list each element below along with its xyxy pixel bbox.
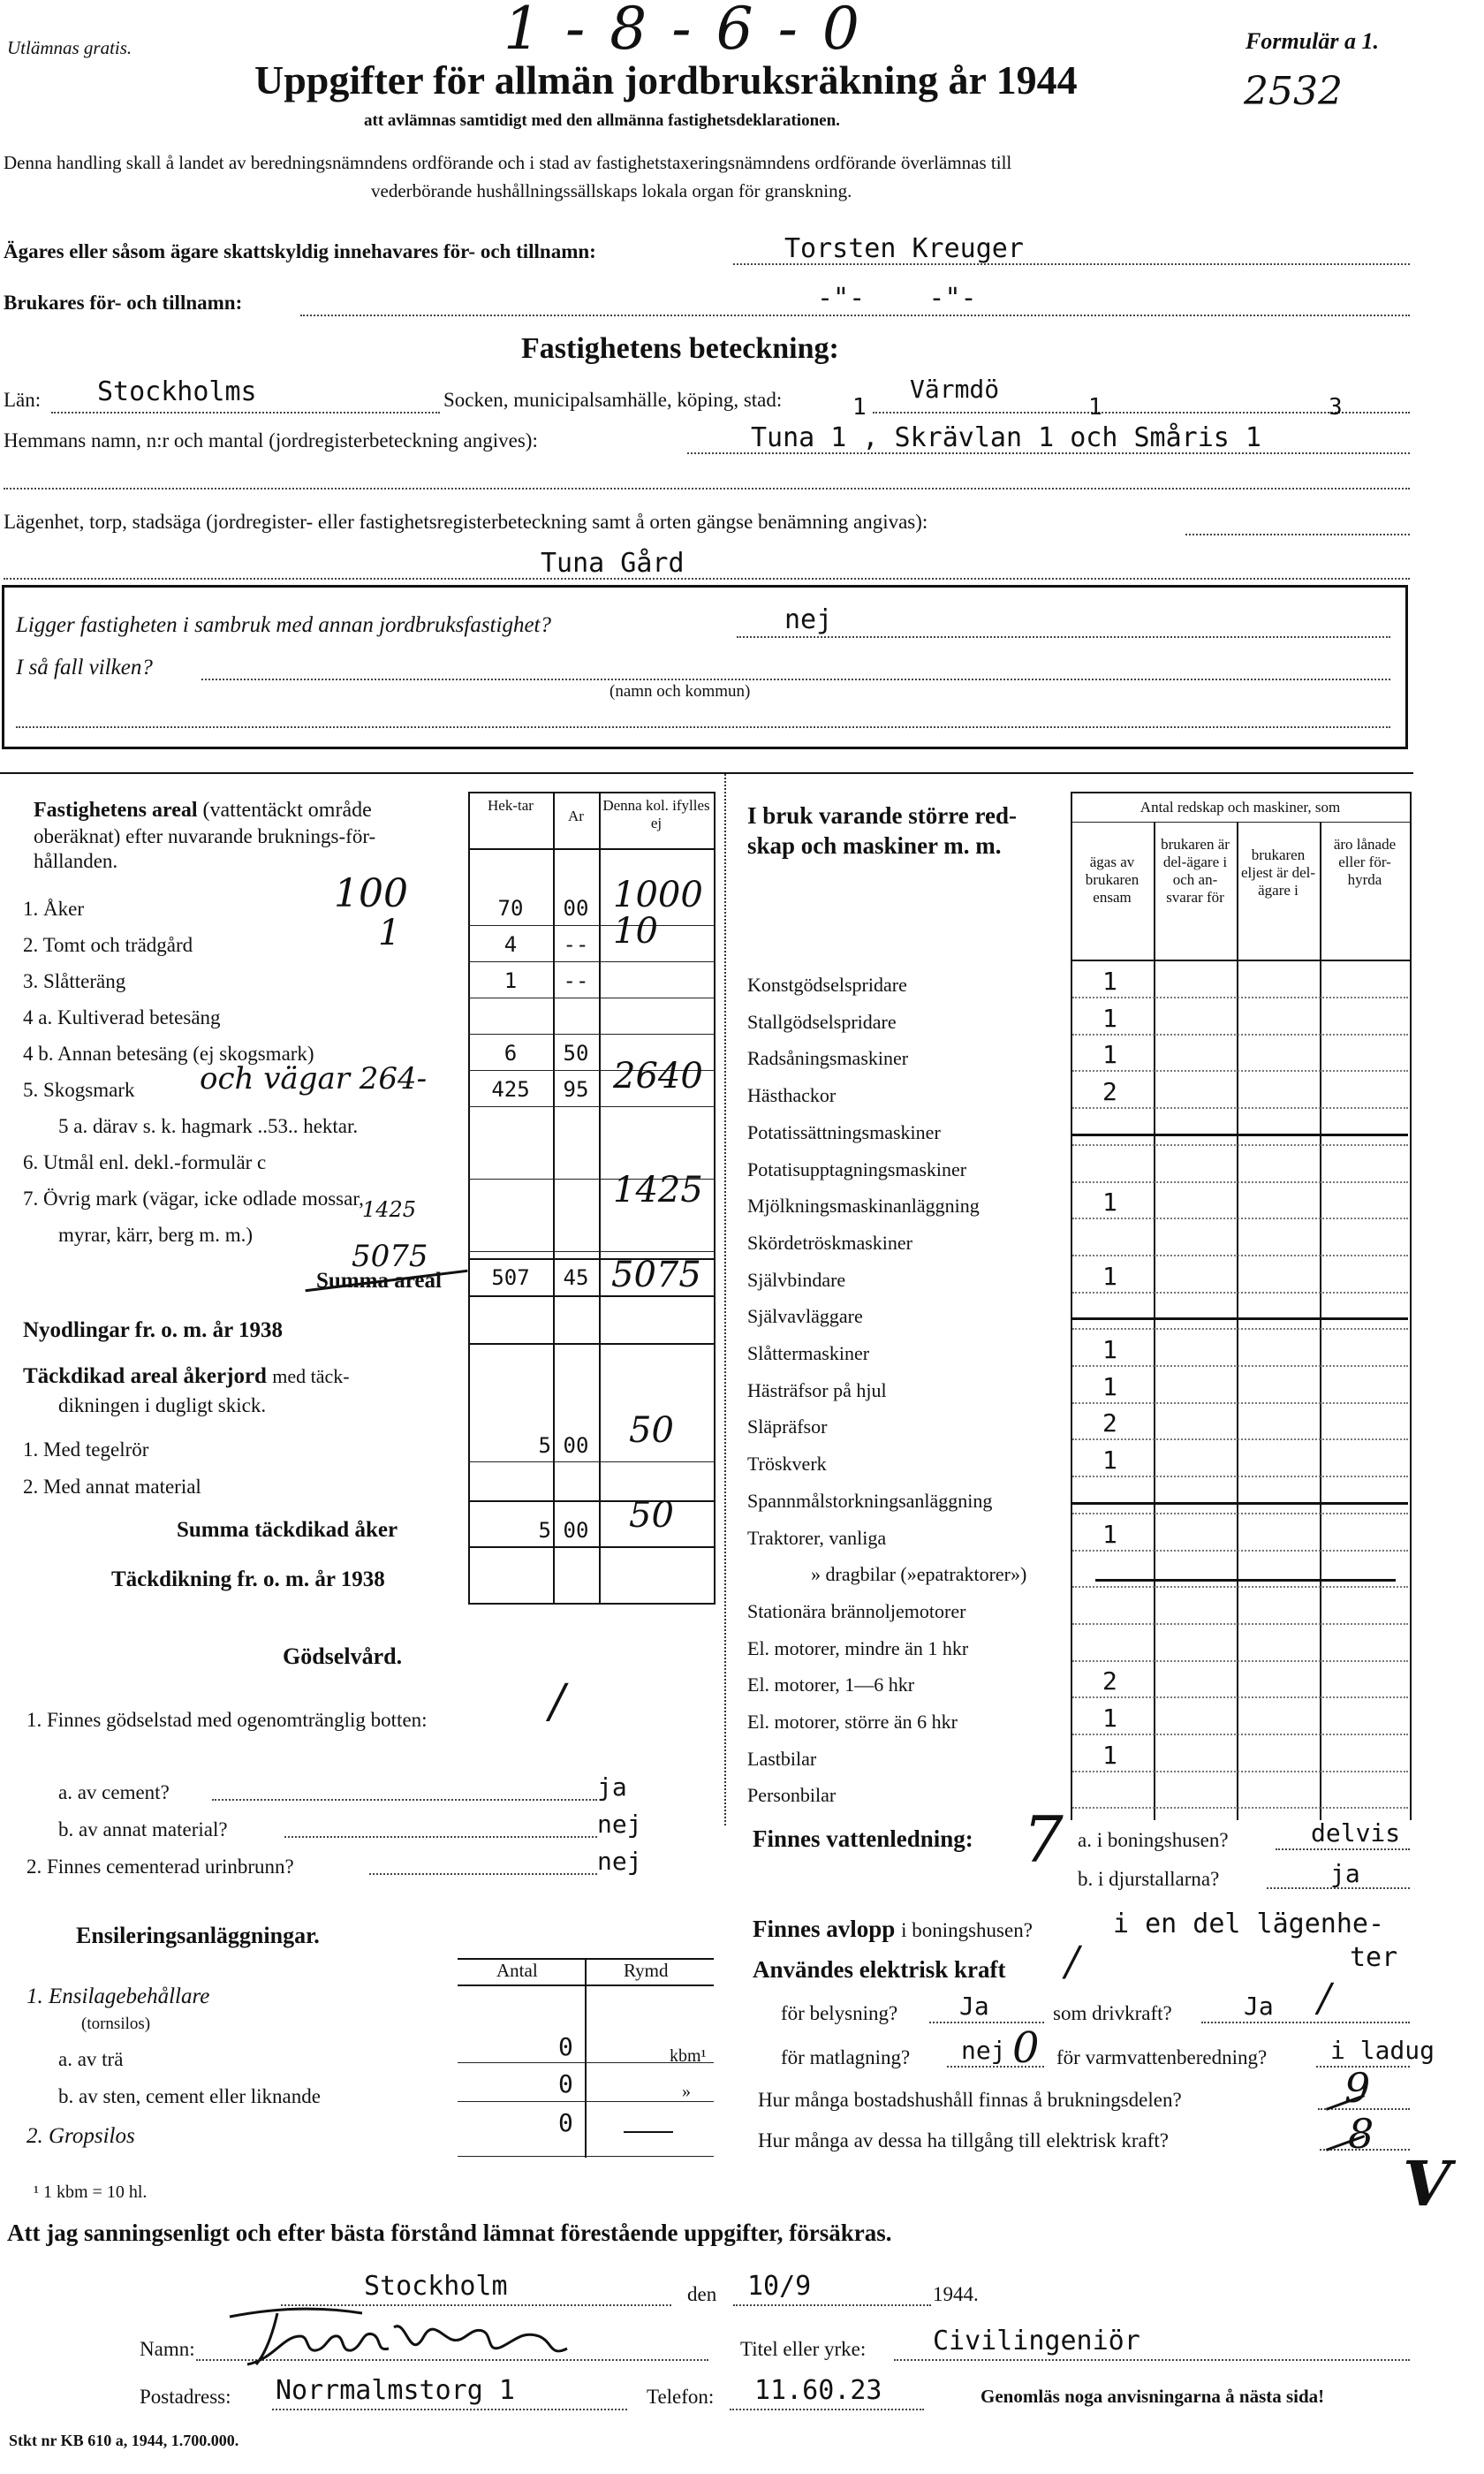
- sambruk-hint: (namn och kommun): [610, 682, 751, 701]
- namn-label: Namn:: [140, 2338, 195, 2360]
- area-row-hektar[interactable]: 70: [497, 896, 524, 921]
- area-row-ar[interactable]: 95: [563, 1077, 589, 1102]
- varmvatten-label: för varmvattenberedning?: [1056, 2046, 1268, 2068]
- lagenhet-label: Lägenhet, torp, stadsäga (jordregister- eller fastighetsregisterbeteckning samt å orten gängse benämning angivas):: [4, 511, 928, 533]
- machine-count[interactable]: 1: [1102, 1004, 1117, 1033]
- machine-count[interactable]: 1: [1102, 1188, 1117, 1217]
- machine-row-line: [1072, 1107, 1408, 1109]
- summa-kol[interactable]: 5075: [611, 1255, 701, 1295]
- machines-top-line: [1071, 792, 1412, 793]
- area-row-line: [468, 1034, 714, 1035]
- area-col-line-4: [714, 792, 716, 1605]
- area-col-line-3: [599, 792, 601, 1605]
- machine-label: El. motorer, 1—6 hkr: [747, 1673, 915, 1696]
- area-row-label: 4 b. Annan betesäng (ej skogsmark): [23, 1043, 314, 1065]
- strike-dragbilar: [1095, 1579, 1396, 1582]
- lagenhet-line: [1185, 534, 1410, 535]
- user-line: [300, 315, 1410, 316]
- machine-label: El. motorer, större än 6 hkr: [747, 1711, 958, 1733]
- machine-count[interactable]: 1: [1102, 1520, 1117, 1549]
- machine-row-line: [1072, 1550, 1408, 1552]
- machine-label: Konstgödselspridare: [747, 974, 907, 996]
- machines-col-3: [1320, 822, 1321, 1820]
- strike-spannmal: [1072, 1502, 1408, 1505]
- water-b-answer[interactable]: ja: [1330, 1859, 1360, 1888]
- tack-sum-ar[interactable]: 00: [563, 1518, 589, 1543]
- titel-value[interactable]: Civilingeniör: [933, 2326, 1140, 2356]
- area-row-kol[interactable]: 1425: [613, 1170, 703, 1210]
- year-label: 1944.: [933, 2283, 979, 2305]
- lan-line: [51, 412, 440, 414]
- machines-col-head-2: brukaren är del-ägare i och an-svarar för: [1161, 836, 1230, 906]
- machine-count[interactable]: 2: [1102, 1077, 1117, 1106]
- manure-q1b: b. av annat material?: [58, 1818, 228, 1840]
- silage-r1a: a. av trä: [58, 2048, 124, 2070]
- section-divider: [0, 772, 1413, 774]
- silage-unit: kbm¹: [670, 2046, 707, 2066]
- handwritten-code: 1-8-6-0: [504, 0, 884, 63]
- manure-q1a-line: [212, 1799, 597, 1801]
- col-hektar: Hek-tar: [488, 797, 534, 814]
- tack-heading-2: dikningen i dugligt skick.: [58, 1394, 267, 1416]
- tack-fr-line: [468, 1603, 714, 1605]
- tack-1-line: [468, 1461, 714, 1462]
- drivkraft-answer[interactable]: Ja: [1244, 1992, 1274, 2021]
- silage-r2: 2. Gropsilos: [26, 2124, 135, 2148]
- fraction-2: 1: [1088, 394, 1102, 421]
- machine-row-line: [1072, 1365, 1408, 1367]
- avlopp-answer-2[interactable]: ter: [1350, 1942, 1398, 1973]
- machine-row-line: [1072, 1623, 1408, 1625]
- col-ar: Ar: [568, 808, 584, 824]
- machine-label: Skördetröskmaskiner: [747, 1232, 912, 1254]
- lagenhet-value[interactable]: Tuna Gård: [541, 548, 685, 579]
- machine-label: Lastbilar: [747, 1748, 817, 1770]
- machines-heading-2: skap och maskiner m. m.: [747, 832, 1002, 859]
- tack-1-ar[interactable]: 00: [563, 1433, 589, 1458]
- tack-sum-hektar[interactable]: 5: [538, 1518, 551, 1543]
- machine-label: Mjölkningsmaskinanläggning: [747, 1195, 980, 1217]
- silage-r1: 1. Ensilagebehållare: [26, 1985, 210, 2008]
- silage-col-line: [585, 1958, 587, 2158]
- handwritten-number: 2532: [1244, 69, 1343, 114]
- water-a-line: [1276, 1848, 1410, 1850]
- machine-label: Självavläggare: [747, 1305, 863, 1327]
- area-row-label: myrar, kärr, berg m. m.): [58, 1224, 253, 1246]
- socken-value[interactable]: Värmdö: [910, 375, 1000, 404]
- area-row-kol[interactable]: 1000: [613, 875, 703, 915]
- area-row-label: 4 a. Kultiverad betesäng: [23, 1006, 221, 1028]
- machine-label: Spannmålstorkningsanläggning: [747, 1490, 993, 1512]
- titel-line: [894, 2359, 1410, 2361]
- silage-r2-dash: [624, 2131, 673, 2133]
- postadress-label: Postadress:: [140, 2386, 231, 2408]
- avlopp-label: Finnes avlopp i boningshusen?: [753, 1916, 1033, 1942]
- area-row-label: 5 a. därav s. k. hagmark ..53.. hektar.: [58, 1115, 359, 1137]
- owner-label: Ägares eller såsom ägare skattskyldig innehavares för- och tillnamn:: [4, 240, 596, 262]
- water-b: b. i djurstallarna?: [1078, 1868, 1220, 1890]
- area-head-line: [468, 848, 714, 850]
- area-row-kol[interactable]: 10: [613, 911, 658, 952]
- area-row-label: 2. Tomt och trädgård: [23, 934, 193, 956]
- area-row-hektar[interactable]: 6: [504, 1041, 518, 1066]
- area-row-label: 7. Övrig mark (vägar, icke odlade mossar,: [23, 1188, 364, 1210]
- water-a-answer[interactable]: delvis: [1311, 1818, 1401, 1848]
- tack-sum-kol[interactable]: 50: [629, 1495, 674, 1536]
- machines-col-head-3: brukaren eljest är del-ägare i: [1240, 846, 1315, 899]
- area-top-line: [468, 792, 714, 793]
- area-row-label: 1. Åker: [23, 898, 84, 920]
- tack-sum-line: [468, 1546, 714, 1548]
- fraction-1: 1: [852, 394, 867, 421]
- machine-label: Stallgödselspridare: [747, 1011, 897, 1033]
- lagenhet-line-2: [4, 578, 1410, 580]
- machine-count[interactable]: 2: [1102, 1666, 1117, 1696]
- postadress-value[interactable]: Norrmalmstorg 1: [276, 2375, 515, 2406]
- machine-row-line: [1072, 1328, 1408, 1330]
- sambruk-question: Ligger fastigheten i sambruk med annan jordbruksfastighet?: [16, 613, 551, 637]
- tillgang-answer[interactable]: 8: [1348, 2110, 1374, 2158]
- silage-r1a-line: [458, 2062, 714, 2063]
- machine-row-line: [1072, 1034, 1408, 1036]
- summa-hektar[interactable]: 507: [491, 1265, 530, 1290]
- drivkraft-line: [1201, 2022, 1410, 2023]
- area-row-hektar[interactable]: 4: [504, 932, 518, 957]
- footer-note: Genomläs noga anvisningarna å nästa sida!: [980, 2386, 1325, 2407]
- silage-footnote: ¹ 1 kbm = 10 hl.: [34, 2182, 148, 2202]
- area-row-line: [468, 1106, 714, 1107]
- silage-col-antal: Antal: [496, 1960, 538, 1981]
- machine-count[interactable]: 1: [1102, 1372, 1117, 1401]
- titel-label: Titel eller yrke:: [740, 2338, 867, 2360]
- manure-q1a: a. av cement?: [58, 1781, 170, 1803]
- machine-row-line: [1072, 1070, 1408, 1072]
- machine-label: Traktorer, vanliga: [747, 1527, 887, 1549]
- machine-label: Hästräfsor på hjul: [747, 1379, 887, 1401]
- machine-label: Potatissättningsmaskiner: [747, 1121, 941, 1143]
- hushall-answer[interactable]: 9: [1344, 2064, 1371, 2112]
- silage-ditto: »: [682, 2082, 691, 2101]
- machine-row-line: [1072, 1807, 1408, 1809]
- machine-row-line: [1072, 1513, 1408, 1514]
- manure-q2-answer[interactable]: nej: [597, 1847, 642, 1876]
- tillgang-question: Hur många av dessa ha tillgång till elektrisk kraft?: [758, 2129, 1169, 2151]
- machine-count[interactable]: 1: [1102, 1704, 1117, 1733]
- area-row-note: 1: [378, 913, 401, 953]
- area-row-note: 1425: [362, 1197, 417, 1222]
- telefon-line: [730, 2409, 924, 2410]
- silage-r1b-value[interactable]: 0: [558, 2069, 573, 2098]
- assurance-text: Att jag sanningsenligt och efter bästa förstånd lämnat förestående uppgifter, försäkras.: [7, 2220, 892, 2246]
- postadress-line: [272, 2409, 627, 2410]
- machine-row-line: [1072, 1734, 1408, 1735]
- free-note: Utlämnas gratis.: [7, 37, 132, 58]
- strike-sjalvavl: [1072, 1317, 1408, 1320]
- sambruk-box: [2, 585, 1408, 749]
- machine-row-line: [1072, 1218, 1408, 1219]
- property-heading: Fastighetens beteckning:: [521, 332, 839, 365]
- date-line: [733, 2304, 931, 2306]
- telefon-value[interactable]: 11.60.23: [754, 2375, 882, 2406]
- area-row-line: [468, 925, 714, 926]
- user-label: Brukares för- och tillnamn:: [4, 292, 243, 314]
- machine-label: El. motorer, mindre än 1 hkr: [747, 1637, 969, 1659]
- tack-heading: Täckdikad areal åkerjord med täck-: [23, 1364, 350, 1388]
- area-row-ar[interactable]: --: [563, 968, 589, 993]
- machine-label: Släpräfsor: [747, 1415, 828, 1438]
- silage-r1a-value[interactable]: 0: [558, 2032, 573, 2061]
- silage-heading: Ensileringsanläggningar.: [76, 1923, 320, 1948]
- machines-col-head-1: ägas av brukaren ensam: [1085, 854, 1140, 906]
- area-row-label: 5. Skogsmark: [23, 1079, 135, 1101]
- machine-count[interactable]: 1: [1102, 1741, 1117, 1770]
- owner-value[interactable]: Torsten Kreuger: [784, 233, 1024, 264]
- machine-label: Radsåningsmaskiner: [747, 1047, 909, 1069]
- machine-row-line: [1072, 1771, 1408, 1772]
- tack-1-kol[interactable]: 50: [629, 1410, 674, 1451]
- machines-heading-1: I bruk varande större red-: [747, 802, 1017, 829]
- page-title: Uppgifter för allmän jordbruksräkning år 1944: [254, 57, 1078, 102]
- machine-row-line: [1072, 1586, 1408, 1588]
- hemman-line-2: [4, 488, 1410, 489]
- el-mark: /: [1065, 1937, 1079, 1985]
- manure-q1: 1. Finnes gödselstad med ogenomtränglig botten:: [26, 1709, 428, 1731]
- tack-2-label: 2. Med annat material: [23, 1476, 201, 1498]
- silage-r1b: b. av sten, cement eller liknande: [58, 2085, 321, 2107]
- silage-r1b-line: [458, 2101, 714, 2102]
- summa-ar[interactable]: 45: [563, 1265, 589, 1290]
- summa-note: 5075: [352, 1239, 428, 1274]
- machine-count[interactable]: 1: [1102, 1446, 1117, 1475]
- col-kol: Denna kol. ifylles ej: [602, 797, 710, 831]
- matlagning-label: för matlagning?: [781, 2046, 911, 2068]
- machine-row-line: [1072, 1438, 1408, 1440]
- matlagning-mark: 0: [1012, 2023, 1040, 2073]
- manure-q1-mark: /: [549, 1675, 565, 1728]
- column-divider: [724, 774, 726, 1825]
- socken-label: Socken, municipalsamhälle, köping, stad:: [443, 389, 783, 411]
- machine-label: Slåttermaskiner: [747, 1342, 870, 1364]
- machine-row-line: [1072, 1476, 1408, 1477]
- machine-label: Tröskverk: [747, 1453, 827, 1475]
- area-heading-3: hållanden.: [34, 850, 118, 872]
- water-mark: 7: [1023, 1802, 1064, 1877]
- area-row-hektar[interactable]: 1: [504, 968, 518, 993]
- area-row-note: 100: [334, 871, 408, 916]
- manure-q1b-answer[interactable]: nej: [597, 1810, 642, 1839]
- el-label: Användes elektrisk kraft: [753, 1956, 1006, 1983]
- machines-group-head: Antal redskap och maskiner, som: [1140, 799, 1341, 816]
- machines-col-4: [1410, 792, 1412, 1820]
- silage-col-rymd: Rymd: [624, 1960, 669, 1981]
- machine-row-line: [1072, 1660, 1408, 1662]
- area-row-ar[interactable]: 50: [563, 1041, 589, 1066]
- silage-r2-line: [458, 2156, 714, 2157]
- machine-label: Självbindare: [747, 1269, 846, 1291]
- lan-label: Län:: [4, 389, 42, 411]
- machines-col-head-4: äro lånade eller för-hyrda: [1333, 836, 1397, 888]
- tack-2-line: [468, 1500, 714, 1502]
- machine-row-line: [1072, 1696, 1408, 1698]
- area-row-ar[interactable]: --: [563, 932, 589, 957]
- den-label: den: [687, 2283, 717, 2305]
- machines-col-2: [1237, 822, 1238, 1820]
- lan-value[interactable]: Stockholms: [97, 376, 257, 407]
- drivkraft-mark: /: [1318, 1976, 1331, 2021]
- hemman-value[interactable]: Tuna 1 , Skrävlan 1 och Småris 1: [751, 422, 1261, 453]
- sambruk-which-line: [201, 679, 1390, 680]
- silage-r2-value[interactable]: 0: [558, 2108, 573, 2137]
- nyodlingar-line: [468, 1343, 714, 1345]
- nyodlingar-label: Nyodlingar fr. o. m. år 1938: [23, 1318, 283, 1342]
- machine-count[interactable]: 1: [1102, 1262, 1117, 1291]
- area-heading-2: oberäknat) efter nuvarande bruknings-för-: [34, 825, 376, 847]
- signature: [221, 2301, 592, 2370]
- checkmark: V: [1403, 2147, 1451, 2220]
- machines-head-line: [1071, 960, 1412, 961]
- manure-q2-line: [369, 1873, 597, 1875]
- instruction-line-2: vederbörande hushållningssällskaps lokala organ för granskning.: [371, 180, 852, 201]
- hemman-label: Hemmans namn, n:r och mantal (jordregisterbeteckning angives):: [4, 429, 538, 452]
- summa-label: Summa areal: [316, 1269, 442, 1293]
- water-label: Finnes vattenledning:: [753, 1825, 973, 1852]
- area-row-kol[interactable]: 2640: [613, 1056, 703, 1097]
- machine-count[interactable]: 1: [1102, 1040, 1117, 1069]
- tack-1-label: 1. Med tegelrör: [23, 1438, 149, 1461]
- machine-row-line: [1072, 1402, 1408, 1404]
- tack-1-hektar[interactable]: 5: [538, 1433, 551, 1458]
- area-row-line: [468, 1251, 714, 1252]
- machine-row-line: [1072, 1255, 1408, 1256]
- silage-r1-sub: (tornsilos): [81, 2015, 151, 2033]
- machine-label: Hästhackor: [747, 1084, 837, 1106]
- hushall-question: Hur många bostadshushåll finnas å brukningsdelen?: [758, 2089, 1182, 2111]
- tack-sum-label: Summa täckdikad åker: [177, 1518, 398, 1542]
- area-row-label: 3. Slåtteräng: [23, 970, 126, 992]
- belysning-answer[interactable]: Ja: [959, 1992, 989, 2021]
- user-value[interactable]: -"- -"-: [817, 283, 977, 314]
- matlagning-answer[interactable]: nej: [961, 2036, 1006, 2065]
- manure-q1b-line: [284, 1836, 597, 1838]
- machine-label: Potatisupptagningsmaskiner: [747, 1158, 967, 1180]
- machine-row-line: [1072, 1181, 1408, 1183]
- machine-label: Personbilar: [747, 1784, 837, 1806]
- varmvatten-answer[interactable]: i ladug: [1330, 2036, 1435, 2065]
- sambruk-line-2: [16, 726, 1390, 728]
- machine-label: » dragbilar (»epatraktorer»): [811, 1563, 1027, 1585]
- area-heading: Fastighetens areal (vattentäckt område: [34, 799, 372, 822]
- area-row-label: 6. Utmål enl. dekl.-formulär c: [23, 1151, 267, 1173]
- machines-col-1: [1154, 822, 1155, 1820]
- machine-count[interactable]: 1: [1102, 967, 1117, 996]
- telefon-label: Telefon:: [647, 2386, 715, 2408]
- belysning-label: för belysning?: [781, 2002, 898, 2024]
- tack-fr-label: Täckdikning fr. o. m. år 1938: [111, 1567, 385, 1591]
- manure-q2: 2. Finnes cementerad urinbrunn?: [26, 1856, 294, 1878]
- machine-row-line: [1072, 997, 1408, 998]
- area-row-line: [468, 961, 714, 962]
- printer-note: Stkt nr KB 610 a, 1944, 1.700.000.: [9, 2432, 239, 2449]
- machine-label: Stationära brännoljemotorer: [747, 1600, 966, 1622]
- sambruk-answer[interactable]: nej: [784, 604, 833, 635]
- instruction-line-1: Denna handling skall å landet av beredningsnämndens ordförande och i stad av fastighetstaxeringsnämndens ordförande överlämnas till: [4, 152, 1012, 173]
- avlopp-answer-1[interactable]: i en del lägenhe-: [1113, 1909, 1385, 1939]
- date-value[interactable]: 10/9: [747, 2271, 812, 2302]
- strike-potatis: [1072, 1134, 1408, 1136]
- sambruk-line: [737, 636, 1390, 638]
- form-number: Formulär a 1.: [1246, 28, 1379, 54]
- manure-heading: Gödselvård.: [283, 1643, 403, 1669]
- fraction-3: 3: [1329, 394, 1343, 421]
- page-subtitle: att avlämnas samtidigt med den allmänna fastighetsdeklarationen.: [364, 111, 840, 130]
- sambruk-which: I så fall vilken?: [16, 656, 153, 679]
- area-row-ar[interactable]: 00: [563, 896, 589, 921]
- manure-q1a-answer[interactable]: ja: [597, 1772, 627, 1802]
- summa-bottom-line: [468, 1295, 714, 1297]
- machine-row-line: [1072, 1144, 1408, 1146]
- water-a: a. i boningshusen?: [1078, 1829, 1229, 1851]
- area-row-note: och vägar 264-: [200, 1061, 428, 1097]
- machine-count[interactable]: 1: [1102, 1335, 1117, 1364]
- machine-row-line: [1072, 1292, 1408, 1294]
- machines-col-0: [1071, 792, 1072, 1820]
- machines-group-line: [1071, 822, 1412, 823]
- drivkraft-label: som drivkraft?: [1053, 2002, 1172, 2024]
- place-value[interactable]: Stockholm: [364, 2271, 508, 2302]
- area-row-hektar[interactable]: 425: [491, 1077, 530, 1102]
- machine-count[interactable]: 2: [1102, 1408, 1117, 1438]
